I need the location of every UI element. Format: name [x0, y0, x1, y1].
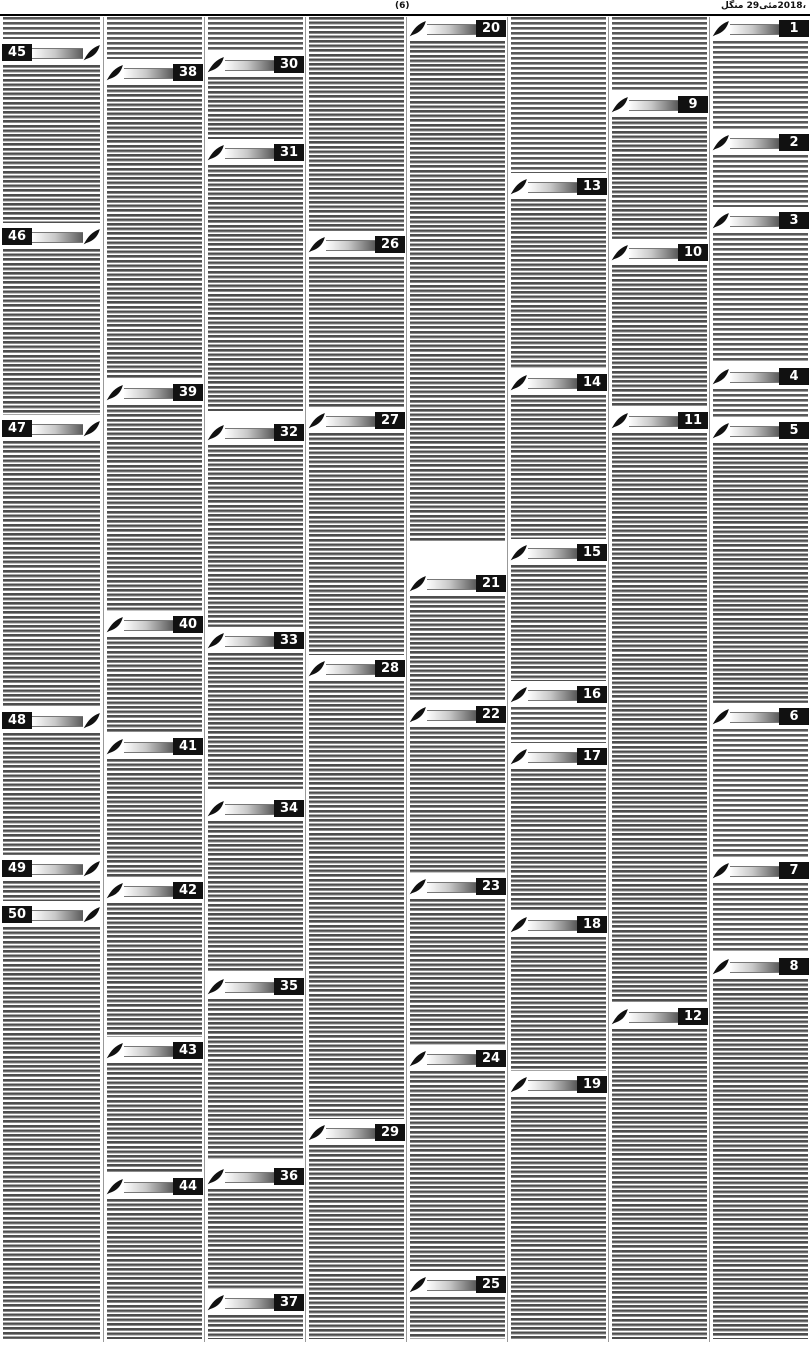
header-bar	[225, 428, 274, 439]
header-bar	[730, 216, 779, 227]
item-number: 37	[274, 1294, 304, 1311]
leaf-icon	[207, 144, 225, 162]
header-bar	[730, 866, 779, 877]
item-header-31	[207, 143, 304, 163]
article-text	[511, 707, 606, 743]
article-text	[713, 883, 808, 953]
article-text	[713, 41, 808, 129]
article-text	[208, 1315, 303, 1339]
header-bar	[32, 910, 83, 921]
column-5	[305, 17, 407, 1342]
item-header-20	[409, 19, 506, 39]
header-bar	[124, 886, 173, 897]
leaf-icon	[106, 616, 124, 634]
article-text	[713, 155, 808, 207]
item-header-42	[106, 881, 203, 901]
header-bar	[427, 882, 476, 893]
leaf-icon	[611, 1008, 629, 1026]
header-bar	[528, 752, 577, 763]
item-number: 24	[476, 1050, 506, 1067]
item-number: 14	[577, 374, 607, 391]
item-number: 10	[678, 244, 708, 261]
item-number: 15	[577, 544, 607, 561]
column-4	[406, 17, 508, 1342]
column-2	[608, 17, 710, 1342]
leaf-icon	[83, 44, 101, 62]
item-header-3	[712, 211, 809, 231]
header-bar	[326, 664, 375, 675]
page-number: (6)	[395, 1, 410, 11]
item-number: 48	[2, 712, 32, 729]
leaf-icon	[409, 1050, 427, 1068]
item-number: 7	[779, 862, 809, 879]
leaf-icon	[712, 862, 730, 880]
header-bar	[730, 24, 779, 35]
leaf-icon	[510, 544, 528, 562]
leaf-icon	[409, 575, 427, 593]
item-header-34	[207, 799, 304, 819]
item-number: 26	[375, 236, 405, 253]
item-header-10	[611, 243, 708, 263]
item-header-28	[308, 659, 405, 679]
item-header-37	[207, 1293, 304, 1313]
leaf-icon	[611, 244, 629, 262]
item-header-12	[611, 1007, 708, 1027]
item-number: 12	[678, 1008, 708, 1025]
item-header-2	[712, 133, 809, 153]
date-line: ،2018مئی29 منگل	[720, 1, 806, 11]
item-number: 30	[274, 56, 304, 73]
leaf-icon	[106, 64, 124, 82]
leaf-icon	[207, 56, 225, 74]
leaf-icon	[712, 134, 730, 152]
item-header-4	[712, 367, 809, 387]
item-header-44	[106, 1177, 203, 1197]
item-header-13	[510, 177, 607, 197]
header-bar	[629, 100, 678, 111]
article-text	[3, 927, 100, 1339]
header-bar	[730, 962, 779, 973]
header-bar	[427, 24, 476, 35]
item-header-27	[308, 411, 405, 431]
item-number: 39	[173, 384, 203, 401]
leaf-icon	[106, 882, 124, 900]
leaf-icon	[510, 686, 528, 704]
article-text	[208, 653, 303, 789]
leaf-icon	[207, 978, 225, 996]
item-number: 4	[779, 368, 809, 385]
header-bar	[124, 1182, 173, 1193]
header-bar	[225, 1172, 274, 1183]
article-text	[3, 441, 100, 707]
item-header-50	[2, 905, 101, 925]
header-bar	[32, 424, 83, 435]
item-header-22	[409, 705, 506, 725]
article-text	[713, 729, 808, 857]
article-text	[107, 17, 202, 59]
article-text	[208, 17, 303, 51]
item-number: 29	[375, 1124, 405, 1141]
header-bar	[124, 742, 173, 753]
header-bar	[528, 1080, 577, 1091]
item-number: 40	[173, 616, 203, 633]
masthead	[0, 0, 810, 16]
item-header-38	[106, 63, 203, 83]
header-bar	[124, 68, 173, 79]
item-number: 42	[173, 882, 203, 899]
item-number: 9	[678, 96, 708, 113]
item-number: 11	[678, 412, 708, 429]
article-text	[208, 999, 303, 1159]
article-text	[612, 265, 707, 407]
item-header-45	[2, 43, 101, 63]
item-number: 38	[173, 64, 203, 81]
item-number: 31	[274, 144, 304, 161]
item-number: 5	[779, 422, 809, 439]
article-text	[410, 727, 505, 873]
header-bar	[225, 636, 274, 647]
item-header-19	[510, 1075, 607, 1095]
item-header-26	[308, 235, 405, 255]
article-text	[107, 405, 202, 611]
leaf-icon	[106, 1178, 124, 1196]
article-text	[3, 65, 100, 223]
article-text	[511, 937, 606, 1071]
item-number: 23	[476, 878, 506, 895]
header-bar	[326, 1128, 375, 1139]
leaf-icon	[308, 1124, 326, 1142]
leaf-icon	[308, 660, 326, 678]
header-bar	[225, 1298, 274, 1309]
item-number: 22	[476, 706, 506, 723]
item-number: 34	[274, 800, 304, 817]
leaf-icon	[611, 96, 629, 114]
article-text	[410, 41, 505, 541]
item-number: 19	[577, 1076, 607, 1093]
column-6	[204, 17, 306, 1342]
article-text	[511, 199, 606, 369]
header-bar	[225, 148, 274, 159]
article-text	[612, 433, 707, 1003]
article-text	[410, 899, 505, 1045]
item-header-24	[409, 1049, 506, 1069]
item-number: 43	[173, 1042, 203, 1059]
article-text	[612, 17, 707, 91]
header-bar	[629, 1012, 678, 1023]
column-7	[103, 17, 205, 1342]
article-text	[107, 1063, 202, 1173]
header-bar	[528, 378, 577, 389]
article-text	[107, 759, 202, 877]
item-header-25	[409, 1275, 506, 1295]
item-header-18	[510, 915, 607, 935]
article-text	[107, 637, 202, 733]
column-8	[0, 17, 103, 1342]
header-bar	[528, 920, 577, 931]
article-text	[3, 881, 100, 901]
leaf-icon	[83, 860, 101, 878]
item-header-15	[510, 543, 607, 563]
item-number: 21	[476, 575, 506, 592]
item-number: 27	[375, 412, 405, 429]
article-text	[309, 433, 404, 655]
header-bar	[124, 1046, 173, 1057]
article-text	[309, 681, 404, 1119]
item-header-7	[712, 861, 809, 881]
item-header-17	[510, 747, 607, 767]
item-header-1	[712, 19, 809, 39]
item-number: 17	[577, 748, 607, 765]
item-number: 33	[274, 632, 304, 649]
item-number: 41	[173, 738, 203, 755]
item-number: 35	[274, 978, 304, 995]
article-text	[107, 85, 202, 379]
header-bar	[225, 982, 274, 993]
item-header-41	[106, 737, 203, 757]
leaf-icon	[83, 420, 101, 438]
leaf-icon	[83, 906, 101, 924]
leaf-icon	[712, 422, 730, 440]
leaf-icon	[611, 412, 629, 430]
article-text	[511, 17, 606, 173]
leaf-icon	[207, 424, 225, 442]
header-bar	[528, 690, 577, 701]
item-number: 32	[274, 424, 304, 441]
item-header-16	[510, 685, 607, 705]
leaf-icon	[409, 706, 427, 724]
item-header-36	[207, 1167, 304, 1187]
item-header-39	[106, 383, 203, 403]
header-bar	[427, 579, 476, 590]
header-bar	[32, 48, 83, 59]
item-number: 16	[577, 686, 607, 703]
leaf-icon	[409, 878, 427, 896]
leaf-icon	[510, 1076, 528, 1094]
leaf-icon	[510, 178, 528, 196]
item-number: 28	[375, 660, 405, 677]
item-header-30	[207, 55, 304, 75]
header-bar	[427, 1054, 476, 1065]
item-number: 44	[173, 1178, 203, 1195]
article-text	[309, 257, 404, 407]
leaf-icon	[308, 236, 326, 254]
item-header-47	[2, 419, 101, 439]
item-number: 36	[274, 1168, 304, 1185]
item-header-32	[207, 423, 304, 443]
item-number: 47	[2, 420, 32, 437]
leaf-icon	[106, 384, 124, 402]
article-text	[713, 443, 808, 703]
item-number: 3	[779, 212, 809, 229]
article-text	[713, 979, 808, 1339]
item-number: 20	[476, 20, 506, 37]
leaf-icon	[510, 374, 528, 392]
leaf-icon	[207, 800, 225, 818]
item-number: 13	[577, 178, 607, 195]
article-text	[410, 1071, 505, 1271]
leaf-icon	[83, 712, 101, 730]
item-number: 46	[2, 228, 32, 245]
header-bar	[629, 416, 678, 427]
item-number: 18	[577, 916, 607, 933]
leaf-icon	[207, 1294, 225, 1312]
article-text	[410, 596, 505, 700]
article-text	[713, 389, 808, 417]
article-text	[511, 1097, 606, 1339]
article-text	[511, 395, 606, 539]
header-bar	[730, 712, 779, 723]
article-text	[107, 1199, 202, 1339]
leaf-icon	[83, 228, 101, 246]
article-text	[511, 769, 606, 911]
leaf-icon	[409, 20, 427, 38]
item-number: 1	[779, 20, 809, 37]
leaf-icon	[106, 738, 124, 756]
leaf-icon	[510, 748, 528, 766]
item-number: 45	[2, 44, 32, 61]
header-bar	[32, 232, 83, 243]
item-header-29	[308, 1123, 405, 1143]
header-bar	[730, 138, 779, 149]
header-bar	[326, 416, 375, 427]
article-text	[511, 565, 606, 681]
article-text	[713, 233, 808, 363]
item-number: 6	[779, 708, 809, 725]
item-number: 50	[2, 906, 32, 923]
item-header-49	[2, 859, 101, 879]
item-header-6	[712, 707, 809, 727]
article-text	[3, 249, 100, 415]
header-bar	[528, 548, 577, 559]
item-header-11	[611, 411, 708, 431]
article-text	[3, 17, 100, 39]
item-header-5	[712, 421, 809, 441]
leaf-icon	[712, 708, 730, 726]
header-bar	[730, 372, 779, 383]
item-number: 25	[476, 1276, 506, 1293]
item-number: 8	[779, 958, 809, 975]
leaf-icon	[712, 368, 730, 386]
article-text	[208, 821, 303, 973]
article-text	[208, 445, 303, 627]
article-text	[410, 1297, 505, 1339]
header-bar	[225, 60, 274, 71]
item-header-33	[207, 631, 304, 651]
leaf-icon	[308, 412, 326, 430]
header-bar	[528, 182, 577, 193]
header-bar	[124, 620, 173, 631]
leaf-icon	[712, 20, 730, 38]
header-bar	[326, 240, 375, 251]
header-bar	[427, 710, 476, 721]
leaf-icon	[106, 1042, 124, 1060]
item-header-14	[510, 373, 607, 393]
item-header-46	[2, 227, 101, 247]
header-bar	[730, 426, 779, 437]
article-text	[208, 1189, 303, 1289]
article-text	[107, 903, 202, 1037]
article-text	[309, 17, 404, 231]
header-bar	[32, 716, 83, 727]
article-text	[208, 77, 303, 139]
article-text	[309, 1145, 404, 1339]
leaf-icon	[207, 632, 225, 650]
item-header-43	[106, 1041, 203, 1061]
item-header-23	[409, 877, 506, 897]
article-text	[612, 1029, 707, 1339]
leaf-icon	[712, 958, 730, 976]
header-bar	[225, 804, 274, 815]
item-header-8	[712, 957, 809, 977]
leaf-icon	[712, 212, 730, 230]
article-text	[208, 165, 303, 411]
column-3	[507, 17, 609, 1342]
article-text	[612, 117, 707, 239]
leaf-icon	[510, 916, 528, 934]
item-header-21	[409, 574, 506, 594]
item-number: 49	[2, 860, 32, 877]
item-header-9	[611, 95, 708, 115]
header-bar	[427, 1280, 476, 1291]
leaf-icon	[207, 1168, 225, 1186]
header-bar	[629, 248, 678, 259]
item-header-35	[207, 977, 304, 997]
leaf-icon	[409, 1276, 427, 1294]
item-number: 2	[779, 134, 809, 151]
item-header-48	[2, 711, 101, 731]
header-bar	[32, 864, 83, 875]
header-bar	[124, 388, 173, 399]
article-text	[3, 733, 100, 855]
item-header-40	[106, 615, 203, 635]
column-1	[709, 17, 810, 1342]
